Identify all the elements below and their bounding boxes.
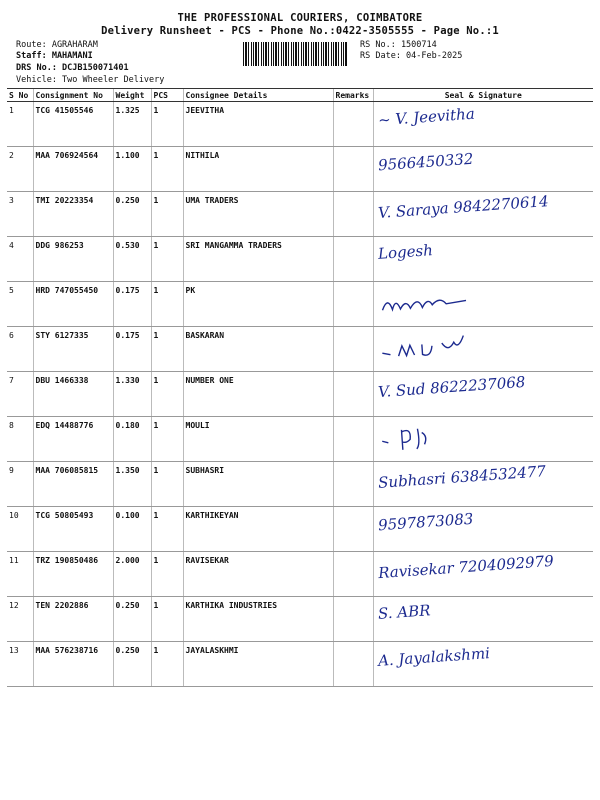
- row-consignee: JAYALASKHMI: [183, 642, 333, 687]
- col-header-signature: Seal & Signature: [373, 89, 593, 102]
- row-sno: 5: [7, 282, 33, 327]
- rs-date: RS Date: 04-Feb-2025: [360, 51, 463, 61]
- row-consignee: NUMBER ONE: [183, 372, 333, 417]
- col-header-remarks: Remarks: [333, 89, 373, 102]
- row-consignment-no: TCG 50805493: [33, 507, 113, 552]
- handwritten-signature: ~ V. Jeevitha: [376, 104, 475, 130]
- row-remarks: [333, 372, 373, 417]
- row-sno: 13: [7, 642, 33, 687]
- row-remarks: [333, 327, 373, 372]
- row-pcs: 1: [151, 282, 183, 327]
- row-sno: 11: [7, 552, 33, 597]
- row-pcs: 1: [151, 552, 183, 597]
- row-consignee: RAVISEKAR: [183, 552, 333, 597]
- col-header-consignee: Consignee Details: [183, 89, 333, 102]
- row-remarks: [333, 237, 373, 282]
- row-sno: 8: [7, 417, 33, 462]
- row-consignment-no: DDG 986253: [33, 237, 113, 282]
- handwritten-signature: 9597873083: [376, 509, 474, 535]
- row-signature: [373, 147, 593, 192]
- table-row: [7, 642, 593, 687]
- row-sno: 2: [7, 147, 33, 192]
- row-consignment-no: HRD 747055450: [33, 282, 113, 327]
- row-remarks: [333, 282, 373, 327]
- row-sno: 10: [7, 507, 33, 552]
- row-signature: [373, 372, 593, 417]
- row-consignment-no: STY 6127335: [33, 327, 113, 372]
- row-weight: 0.175: [113, 282, 151, 327]
- row-weight: 1.100: [113, 147, 151, 192]
- row-sno: 1: [7, 102, 33, 147]
- row-signature: [373, 237, 593, 282]
- row-consignee: SUBHASRI: [183, 462, 333, 507]
- table-row: [7, 282, 593, 327]
- row-consignee: KARTHIKA INDUSTRIES: [183, 597, 333, 642]
- row-weight: 0.180: [113, 417, 151, 462]
- handwritten-signature: V. Saraya 9842270614: [377, 192, 549, 222]
- row-signature: [373, 552, 593, 597]
- row-consignee: PK: [183, 282, 333, 327]
- row-weight: 0.530: [113, 237, 151, 282]
- row-remarks: [333, 102, 373, 147]
- row-consignee: SRI MANGAMMA TRADERS: [183, 237, 333, 282]
- row-signature: [373, 642, 593, 687]
- vehicle-label: Vehicle: Two Wheeler Delivery: [16, 75, 165, 85]
- handwritten-signature: S. ABR: [376, 601, 431, 623]
- table-row: [7, 102, 593, 147]
- row-signature: [373, 327, 593, 372]
- row-pcs: 1: [151, 507, 183, 552]
- row-remarks: [333, 552, 373, 597]
- row-pcs: 1: [151, 597, 183, 642]
- handwritten-signature: V. Sud 8622237068: [377, 372, 526, 402]
- route-label: Route: AGRAHARAM: [16, 40, 98, 50]
- row-consignment-no: MAA 706085815: [33, 462, 113, 507]
- row-pcs: 1: [151, 237, 183, 282]
- signature-scribble-icon: [377, 283, 508, 318]
- col-header-consignment: Consignment No: [33, 89, 113, 102]
- row-consignee: NITHILA: [183, 147, 333, 192]
- row-weight: 0.175: [113, 327, 151, 372]
- row-signature: [373, 192, 593, 237]
- row-signature: [373, 462, 593, 507]
- table-row: [7, 327, 593, 372]
- handwritten-signature: 9566450332: [376, 149, 474, 175]
- row-consignment-no: MAA 706924564: [33, 147, 113, 192]
- company-title: THE PROFESSIONAL COURIERS, COIMBATORE: [177, 12, 423, 24]
- table-row: [7, 417, 593, 462]
- row-weight: 0.100: [113, 507, 151, 552]
- table-row: [7, 552, 593, 597]
- row-consignment-no: TEN 2202886: [33, 597, 113, 642]
- row-pcs: 1: [151, 417, 183, 462]
- row-weight: 1.330: [113, 372, 151, 417]
- staff-label: Staff: MAHAMANI: [16, 51, 93, 61]
- row-sno: 12: [7, 597, 33, 642]
- row-consignee: UMA TRADERS: [183, 192, 333, 237]
- table-row: [7, 192, 593, 237]
- row-sno: 3: [7, 192, 33, 237]
- row-signature: [373, 507, 593, 552]
- drs-number: DRS No.: DCJB150071401: [16, 63, 129, 73]
- handwritten-signature: Subhasri 6384532477: [377, 462, 546, 492]
- rs-number: RS No.: 1500714: [360, 40, 437, 50]
- row-consignee: KARTHIKEYAN: [183, 507, 333, 552]
- row-consignee: JEEVITHA: [183, 102, 333, 147]
- table-row: [7, 147, 593, 192]
- row-weight: 2.000: [113, 552, 151, 597]
- row-weight: 1.350: [113, 462, 151, 507]
- row-consignment-no: TMI 20223354: [33, 192, 113, 237]
- runsheet-table: [7, 88, 593, 687]
- table-row: [7, 507, 593, 552]
- table-row: [7, 597, 593, 642]
- row-pcs: 1: [151, 372, 183, 417]
- row-consignee: MOULI: [183, 417, 333, 462]
- row-sno: 4: [7, 237, 33, 282]
- row-signature: [373, 102, 593, 147]
- row-remarks: [333, 642, 373, 687]
- signature-scribble-icon: [377, 328, 508, 363]
- col-header-weight: Weight: [113, 89, 151, 102]
- row-remarks: [333, 507, 373, 552]
- row-consignee: BASKARAN: [183, 327, 333, 372]
- col-header-sno: S No: [7, 89, 33, 102]
- row-consignment-no: MAA 576238716: [33, 642, 113, 687]
- row-pcs: 1: [151, 192, 183, 237]
- row-pcs: 1: [151, 327, 183, 372]
- row-remarks: [333, 462, 373, 507]
- row-remarks: [333, 192, 373, 237]
- table-row: [7, 462, 593, 507]
- col-header-pcs: PCS: [151, 89, 183, 102]
- row-remarks: [333, 147, 373, 192]
- table-header-row: [7, 89, 593, 102]
- row-pcs: 1: [151, 462, 183, 507]
- row-consignment-no: TCG 41505546: [33, 102, 113, 147]
- handwritten-signature: Logesh: [376, 241, 433, 263]
- runsheet-subtitle: Delivery Runsheet - PCS - Phone No.:0422-3505555 - Page No.:1: [101, 25, 499, 37]
- barcode: [243, 42, 348, 66]
- row-pcs: 1: [151, 147, 183, 192]
- row-weight: 0.250: [113, 192, 151, 237]
- row-weight: 1.325: [113, 102, 151, 147]
- row-consignment-no: TRZ 190850486: [33, 552, 113, 597]
- row-signature: [373, 282, 593, 327]
- row-sno: 9: [7, 462, 33, 507]
- handwritten-signature: Ravisekar 7204092979: [377, 551, 554, 583]
- row-pcs: 1: [151, 102, 183, 147]
- row-sno: 6: [7, 327, 33, 372]
- row-sno: 7: [7, 372, 33, 417]
- row-consignment-no: EDQ 14488776: [33, 417, 113, 462]
- handwritten-signature: A. Jayalakshmi: [377, 644, 490, 670]
- signature-scribble-icon: [377, 418, 508, 453]
- row-weight: 0.250: [113, 642, 151, 687]
- row-signature: [373, 597, 593, 642]
- row-signature: [373, 417, 593, 462]
- row-remarks: [333, 597, 373, 642]
- table-row: [7, 372, 593, 417]
- row-pcs: 1: [151, 642, 183, 687]
- row-weight: 0.250: [113, 597, 151, 642]
- table-row: [7, 237, 593, 282]
- row-consignment-no: DBU 1466338: [33, 372, 113, 417]
- row-remarks: [333, 417, 373, 462]
